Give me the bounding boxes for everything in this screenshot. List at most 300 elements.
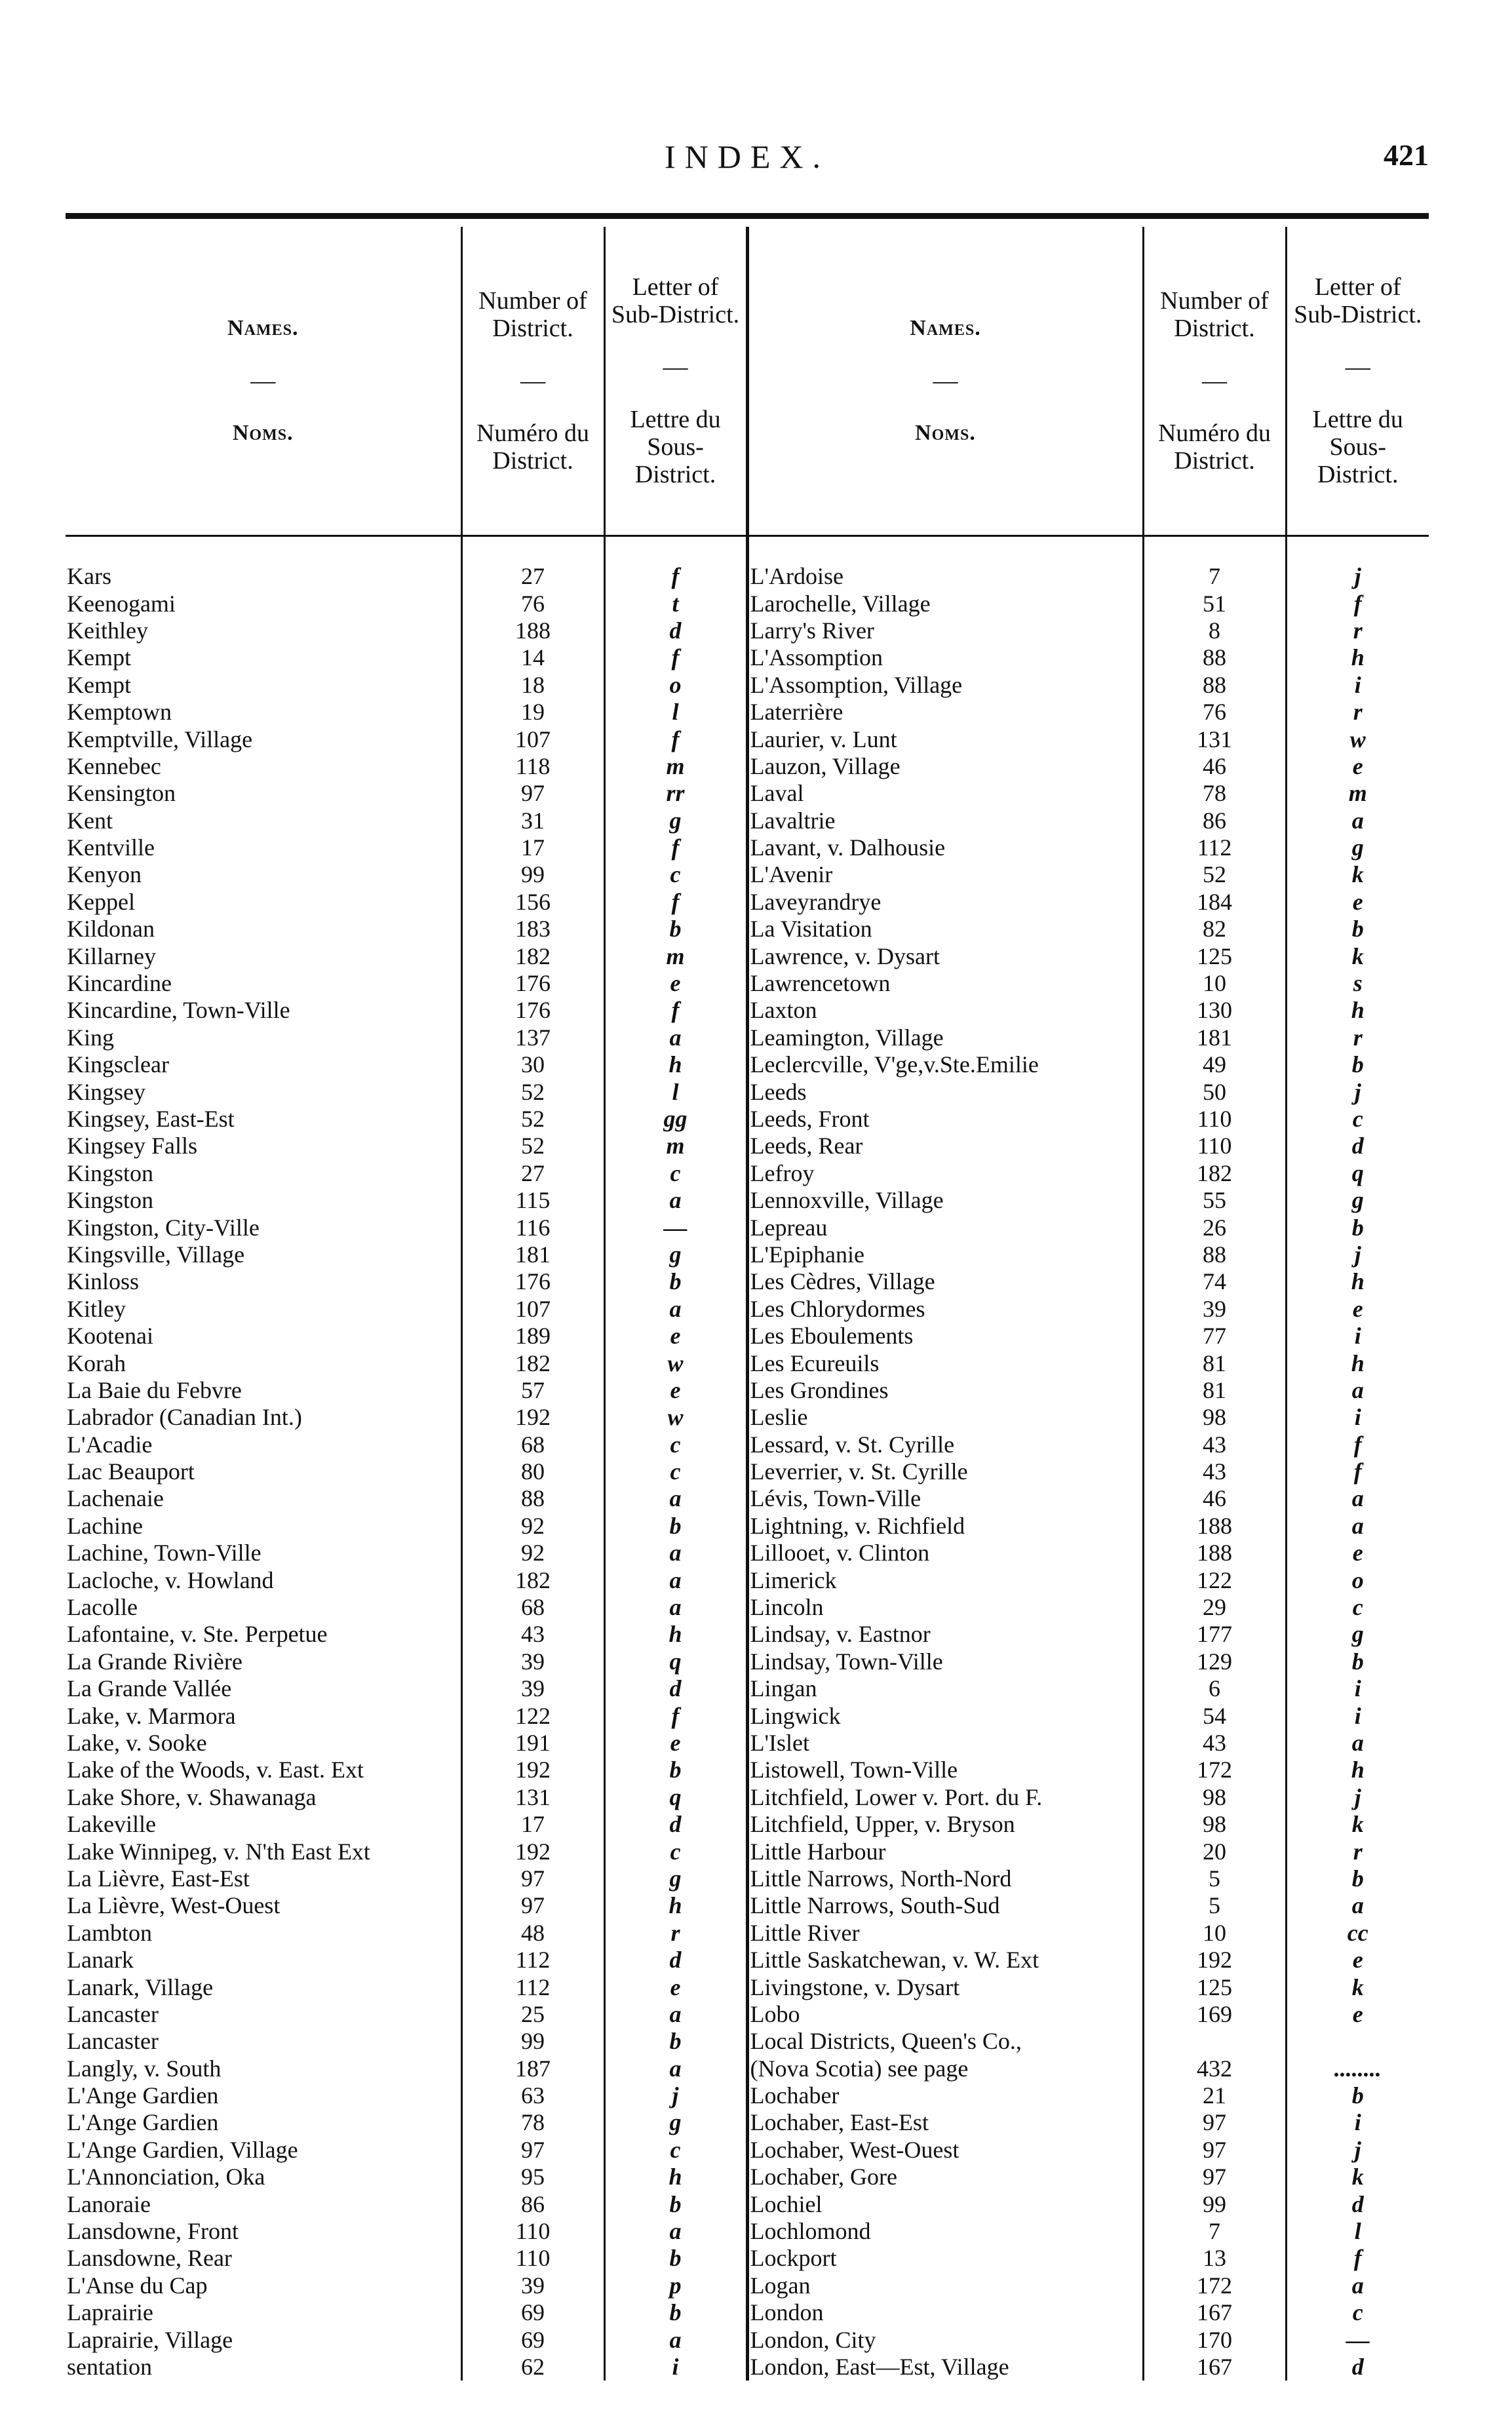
table-row bbox=[66, 2001, 1429, 2028]
district-number: 17 bbox=[461, 1811, 604, 1838]
table-row bbox=[66, 699, 1429, 726]
sub-district-letter: b bbox=[604, 2028, 747, 2055]
sub-district-letter: k bbox=[1351, 1974, 1364, 2000]
entry-name: Lansdowne, Rear bbox=[66, 2245, 461, 2272]
table-row bbox=[66, 1648, 1429, 1675]
entry-name: Leslie bbox=[747, 1404, 1143, 1431]
district-number: 62 bbox=[461, 2354, 604, 2381]
sub-district-letter: o bbox=[604, 672, 747, 699]
district-number: 189 bbox=[461, 1323, 604, 1350]
entry-name: Kootenai bbox=[66, 1323, 461, 1350]
district-number: 97 bbox=[461, 2137, 604, 2164]
district-number: 82 bbox=[1143, 916, 1286, 943]
sub-district-letter: i bbox=[1354, 671, 1361, 698]
letter-header-en: Letter of Sub-District. bbox=[1294, 273, 1422, 328]
sub-district-letter: f bbox=[604, 889, 747, 916]
running-head bbox=[66, 138, 1429, 184]
district-number: 187 bbox=[461, 2055, 604, 2082]
sub-district-letter: d bbox=[604, 617, 747, 644]
sub-district-letter: e bbox=[1352, 752, 1363, 779]
entry-name: Kennebec bbox=[66, 753, 461, 780]
district-number: 172 bbox=[1143, 1757, 1286, 1783]
sub-district-letter: j bbox=[1354, 2136, 1361, 2163]
sub-district-letter: f bbox=[604, 997, 747, 1024]
entry-name: Kingston bbox=[66, 1160, 461, 1187]
entry-name: Lefroy bbox=[747, 1160, 1143, 1187]
entry-name: L'Ange Gardien, Village bbox=[66, 2137, 461, 2164]
district-number: 69 bbox=[461, 2326, 604, 2353]
entry-name: London, East—Est, Village bbox=[747, 2354, 1143, 2381]
table-row bbox=[66, 943, 1429, 969]
district-number: 19 bbox=[461, 699, 604, 726]
table-row bbox=[66, 1594, 1429, 1621]
district-number: 176 bbox=[461, 1268, 604, 1295]
sub-district-letter: f bbox=[1353, 590, 1362, 617]
district-number: 6 bbox=[1143, 1675, 1286, 1702]
sub-district-letter: f bbox=[604, 563, 747, 590]
table-row bbox=[66, 1920, 1429, 1947]
entry-name: La Visitation bbox=[747, 916, 1143, 943]
sub-district-letter: b bbox=[604, 2245, 747, 2272]
header-dash: — bbox=[520, 367, 545, 395]
entry-name: Lake, v. Sooke bbox=[66, 1730, 461, 1757]
district-number: 49 bbox=[1143, 1051, 1286, 1078]
district-number: 97 bbox=[461, 780, 604, 807]
district-number: 99 bbox=[1143, 2190, 1286, 2217]
entry-name: Little River bbox=[747, 1920, 1143, 1947]
district-number: 432 bbox=[1143, 2055, 1286, 2082]
district-number: 78 bbox=[1143, 780, 1286, 807]
district-number: 5 bbox=[1143, 1865, 1286, 1892]
district-number: 125 bbox=[1143, 1974, 1286, 2000]
district-number: 188 bbox=[461, 617, 604, 644]
sub-district-letter: h bbox=[1351, 644, 1365, 671]
sub-district-letter: gg bbox=[604, 1106, 747, 1133]
table-row bbox=[66, 780, 1429, 807]
district-number: 182 bbox=[461, 1566, 604, 1593]
sub-district-letter: c bbox=[1352, 2299, 1363, 2326]
names-header-en: Names. bbox=[227, 316, 299, 340]
entry-name: Kingston, City-Ville bbox=[66, 1214, 461, 1241]
table-row bbox=[66, 1214, 1429, 1241]
table-row bbox=[66, 2164, 1429, 2190]
entry-name: Kensington bbox=[66, 780, 461, 807]
district-number: 76 bbox=[461, 590, 604, 617]
district-number: 129 bbox=[1143, 1648, 1286, 1675]
entry-name: Lake of the Woods, v. East. Ext bbox=[66, 1757, 461, 1783]
sub-district-letter: g bbox=[604, 1865, 747, 1892]
district-number: 52 bbox=[1143, 861, 1286, 888]
sub-district-letter: b bbox=[604, 1268, 747, 1295]
table-row bbox=[66, 807, 1429, 834]
sub-district-letter: a bbox=[1351, 1729, 1364, 1756]
table-row bbox=[66, 2326, 1429, 2353]
page-title: INDEX. bbox=[664, 138, 830, 175]
table-row bbox=[66, 753, 1429, 780]
table-row bbox=[66, 889, 1429, 916]
sub-district-letter: f bbox=[604, 726, 747, 752]
sub-district-letter: g bbox=[1351, 834, 1364, 861]
sub-district-letter: f bbox=[1353, 1431, 1362, 1458]
entry-name: Laveyrandrye bbox=[747, 889, 1143, 916]
entry-name: Lafontaine, v. Ste. Perpetue bbox=[66, 1621, 461, 1648]
entry-name: Lake Winnipeg, v. N'th East Ext bbox=[66, 1838, 461, 1865]
district-number: 92 bbox=[461, 1540, 604, 1566]
entry-name: Lindsay, v. Eastnor bbox=[747, 1621, 1143, 1648]
sub-district-letter: i bbox=[1354, 1404, 1361, 1431]
entry-name: Lingan bbox=[747, 1675, 1143, 1702]
sub-district-letter: c bbox=[604, 1458, 747, 1485]
entry-name: Kent bbox=[66, 807, 461, 834]
sub-district-letter: w bbox=[604, 1350, 747, 1376]
index-body bbox=[66, 536, 1429, 2381]
sub-district-letter: b bbox=[604, 2299, 747, 2326]
sub-district-letter: k bbox=[1351, 1811, 1364, 1838]
district-number: 29 bbox=[1143, 1594, 1286, 1621]
district-number: 8 bbox=[1143, 617, 1286, 644]
sub-district-letter: f bbox=[604, 1702, 747, 1729]
entry-name: Kildonan bbox=[66, 916, 461, 943]
number-column-header bbox=[1143, 227, 1286, 536]
letter-header-fr: Lettre du Sous-District. bbox=[1312, 406, 1403, 488]
district-number: 192 bbox=[461, 1757, 604, 1783]
entry-name: Les Ecureuils bbox=[747, 1350, 1143, 1376]
sub-district-letter: g bbox=[604, 807, 747, 834]
sub-district-letter: l bbox=[1354, 2218, 1361, 2245]
entry-name: La Grande Rivière bbox=[66, 1648, 461, 1675]
entry-name: Lochaber, Gore bbox=[747, 2164, 1143, 2190]
district-number: 39 bbox=[461, 1648, 604, 1675]
district-number: 122 bbox=[1143, 1566, 1286, 1593]
sub-district-letter: a bbox=[1351, 2272, 1364, 2299]
table-row bbox=[66, 1865, 1429, 1892]
sub-district-letter: g bbox=[1351, 1621, 1364, 1648]
district-number: 86 bbox=[1143, 807, 1286, 834]
table-row bbox=[66, 2028, 1429, 2055]
sub-district-letter: q bbox=[1351, 1159, 1364, 1186]
district-number: 13 bbox=[1143, 2245, 1286, 2272]
table-row bbox=[66, 1757, 1429, 1783]
district-number: 10 bbox=[1143, 970, 1286, 997]
number-header-fr: Numéro du District. bbox=[476, 419, 590, 475]
district-number: 192 bbox=[1143, 1947, 1286, 1974]
district-number: 112 bbox=[1143, 834, 1286, 861]
district-number: 122 bbox=[461, 1702, 604, 1729]
header-dash: — bbox=[1202, 367, 1227, 395]
header-dash: — bbox=[250, 367, 276, 395]
sub-district-letter: a bbox=[1351, 1892, 1364, 1919]
district-number: 99 bbox=[461, 2028, 604, 2055]
entry-name: Lansdowne, Front bbox=[66, 2218, 461, 2245]
sub-district-letter: a bbox=[604, 2218, 747, 2245]
sub-district-letter: j bbox=[1354, 1783, 1361, 1810]
district-number: 39 bbox=[1143, 1296, 1286, 1323]
district-number: 81 bbox=[1143, 1350, 1286, 1376]
district-number: 46 bbox=[1143, 1485, 1286, 1512]
entry-name: Little Harbour bbox=[747, 1838, 1143, 1865]
entry-name: Kincardine, Town-Ville bbox=[66, 997, 461, 1024]
entry-name: Livingstone, v. Dysart bbox=[747, 1974, 1143, 2000]
district-number: 80 bbox=[461, 1458, 604, 1485]
district-number: 177 bbox=[1143, 1621, 1286, 1648]
entry-name: Kingston bbox=[66, 1187, 461, 1214]
entry-name: Leeds, Rear bbox=[747, 1133, 1143, 1159]
sub-district-letter: j bbox=[1354, 1241, 1361, 1268]
district-number: 110 bbox=[461, 2218, 604, 2245]
entry-name: L'Acadie bbox=[66, 1431, 461, 1458]
sub-district-letter: h bbox=[1351, 997, 1365, 1024]
sub-district-letter: b bbox=[1351, 2082, 1364, 2109]
district-number: 46 bbox=[1143, 753, 1286, 780]
letter-header-fr: Lettre du Sous-District. bbox=[630, 406, 721, 488]
entry-name: Listowell, Town-Ville bbox=[747, 1757, 1143, 1783]
table-row bbox=[66, 1404, 1429, 1431]
district-number: 130 bbox=[1143, 997, 1286, 1024]
sub-district-letter: t bbox=[604, 590, 747, 617]
entry-name: Laxton bbox=[747, 997, 1143, 1024]
district-number: 5 bbox=[1143, 1892, 1286, 1919]
entry-name: Lac Beauport bbox=[66, 1458, 461, 1485]
sub-district-letter: m bbox=[604, 1133, 747, 1159]
sub-district-letter: f bbox=[604, 834, 747, 861]
sub-district-letter: cc bbox=[1347, 1919, 1368, 1946]
table-row bbox=[66, 644, 1429, 671]
sub-district-letter: l bbox=[604, 699, 747, 726]
district-number: 99 bbox=[461, 861, 604, 888]
table-row bbox=[66, 861, 1429, 888]
sub-district-letter: e bbox=[1352, 2000, 1363, 2027]
entry-name: Laval bbox=[747, 780, 1143, 807]
sub-district-letter: a bbox=[604, 1566, 747, 1593]
district-number: 78 bbox=[461, 2109, 604, 2136]
district-number: 98 bbox=[1143, 1784, 1286, 1811]
district-number: 107 bbox=[461, 726, 604, 752]
sub-district-letter: l bbox=[604, 1078, 747, 1105]
table-row bbox=[66, 1702, 1429, 1729]
district-number: 88 bbox=[461, 1485, 604, 1512]
table-row bbox=[66, 2354, 1429, 2381]
sub-district-letter: b bbox=[1351, 1865, 1364, 1892]
entry-name: Kinloss bbox=[66, 1268, 461, 1295]
entry-name: Lachine, Town-Ville bbox=[66, 1540, 461, 1566]
district-number: 131 bbox=[461, 1784, 604, 1811]
sub-district-letter: e bbox=[1352, 1540, 1363, 1566]
entry-name: Lavant, v. Dalhousie bbox=[747, 834, 1143, 861]
sub-district-letter: b bbox=[604, 1757, 747, 1783]
district-number: 76 bbox=[1143, 699, 1286, 726]
table-row bbox=[66, 2082, 1429, 2109]
table-row bbox=[66, 1675, 1429, 1702]
entry-name: Kitley bbox=[66, 1296, 461, 1323]
district-number: 110 bbox=[461, 2245, 604, 2272]
table-row bbox=[66, 1187, 1429, 1214]
entry-name: Laurier, v. Lunt bbox=[747, 726, 1143, 752]
letter-column-header bbox=[604, 227, 747, 536]
district-number: 131 bbox=[1143, 726, 1286, 752]
district-number: 25 bbox=[461, 2001, 604, 2028]
table-row bbox=[66, 1784, 1429, 1811]
district-number: 181 bbox=[461, 1241, 604, 1268]
entry-name: Labrador (Canadian Int.) bbox=[66, 1404, 461, 1431]
entry-name: Lochaber bbox=[747, 2082, 1143, 2109]
sub-district-letter bbox=[1286, 2028, 1429, 2055]
table-row bbox=[66, 1377, 1429, 1404]
sub-district-letter: — bbox=[1346, 2326, 1370, 2353]
page-number: 421 bbox=[1384, 138, 1429, 172]
sub-district-letter: i bbox=[1354, 1702, 1361, 1729]
district-number: 112 bbox=[461, 1974, 604, 2000]
district-number: 69 bbox=[461, 2299, 604, 2326]
entry-name: Kingsville, Village bbox=[66, 1241, 461, 1268]
entry-name: London bbox=[747, 2299, 1143, 2326]
sub-district-letter: h bbox=[1351, 1268, 1365, 1295]
district-number: 57 bbox=[461, 1377, 604, 1404]
table-row bbox=[66, 1485, 1429, 1512]
entry-name: Lakeville bbox=[66, 1811, 461, 1838]
sub-district-letter: c bbox=[604, 2137, 747, 2164]
table-row bbox=[66, 1350, 1429, 1376]
sub-district-letter: a bbox=[604, 2326, 747, 2353]
names-header-fr: Noms. bbox=[232, 421, 294, 445]
district-number: 10 bbox=[1143, 1920, 1286, 1947]
district-number: 156 bbox=[461, 889, 604, 916]
table-row bbox=[66, 2137, 1429, 2164]
sub-district-letter: r bbox=[1353, 699, 1363, 726]
table-row bbox=[66, 1947, 1429, 1974]
index-table bbox=[66, 213, 1429, 2381]
sub-district-letter: m bbox=[1348, 780, 1367, 807]
sub-district-letter: i bbox=[604, 2354, 747, 2381]
sub-district-letter: a bbox=[1351, 807, 1364, 834]
table-row bbox=[66, 2245, 1429, 2272]
sub-district-letter: e bbox=[604, 1377, 747, 1404]
entry-name: Keithley bbox=[66, 617, 461, 644]
sub-district-letter: h bbox=[1351, 1350, 1365, 1376]
entry-name: Lawrencetown bbox=[747, 970, 1143, 997]
entry-name: London, City bbox=[747, 2326, 1143, 2353]
table-row bbox=[66, 2109, 1429, 2136]
district-number: 88 bbox=[1143, 1241, 1286, 1268]
entry-name: Litchfield, Lower v. Port. du F. bbox=[747, 1784, 1143, 1811]
table-row bbox=[66, 916, 1429, 943]
district-number: 183 bbox=[461, 916, 604, 943]
district-number: 118 bbox=[461, 753, 604, 780]
district-number: 26 bbox=[1143, 1214, 1286, 1241]
sub-district-letter: p bbox=[604, 2272, 747, 2299]
table-row bbox=[66, 1621, 1429, 1648]
entry-name: Laprairie, Village bbox=[66, 2326, 461, 2353]
sub-district-letter: w bbox=[1349, 726, 1366, 752]
sub-district-letter: — bbox=[604, 1214, 747, 1241]
entry-name: Lachenaie bbox=[66, 1485, 461, 1512]
entry-name: Keppel bbox=[66, 889, 461, 916]
number-header-en: Number of District. bbox=[478, 287, 587, 342]
table-row bbox=[66, 2055, 1429, 2082]
district-number: 97 bbox=[1143, 2109, 1286, 2136]
table-row bbox=[66, 617, 1429, 644]
number-column-header bbox=[461, 227, 604, 536]
sub-district-letter: o bbox=[1351, 1566, 1364, 1593]
sub-district-letter: b bbox=[1351, 1648, 1364, 1675]
sub-district-letter: ........ bbox=[1334, 2055, 1382, 2082]
district-number bbox=[1143, 2028, 1286, 2055]
sub-district-letter: a bbox=[604, 1540, 747, 1566]
entry-name: Lauzon, Village bbox=[747, 753, 1143, 780]
entry-name: Local Districts, Queen's Co., bbox=[747, 2028, 1143, 2055]
entry-name: Kingsey bbox=[66, 1078, 461, 1105]
table-row bbox=[66, 1133, 1429, 1159]
sub-district-letter: i bbox=[1354, 1675, 1361, 1702]
sub-district-letter: e bbox=[1352, 1947, 1363, 1974]
sub-district-letter: m bbox=[604, 753, 747, 780]
table-row bbox=[66, 1106, 1429, 1133]
district-number: 188 bbox=[1143, 1540, 1286, 1566]
district-number: 95 bbox=[461, 2164, 604, 2190]
sub-district-letter: h bbox=[604, 1621, 747, 1648]
sub-district-letter: b bbox=[1351, 1214, 1364, 1241]
district-number: 172 bbox=[1143, 2272, 1286, 2299]
entry-name: Lake, v. Marmora bbox=[66, 1702, 461, 1729]
sub-district-letter: a bbox=[604, 1594, 747, 1621]
district-number: 74 bbox=[1143, 1268, 1286, 1295]
table-row bbox=[66, 834, 1429, 861]
table-row bbox=[66, 1051, 1429, 1078]
sub-district-letter: a bbox=[604, 1485, 747, 1512]
sub-district-letter: a bbox=[1351, 1512, 1364, 1539]
entry-name: Kentville bbox=[66, 834, 461, 861]
district-number: 116 bbox=[461, 1214, 604, 1241]
entry-name: Les Chlorydormes bbox=[747, 1296, 1143, 1323]
district-number: 68 bbox=[461, 1594, 604, 1621]
entry-name: Lake Shore, v. Shawanaga bbox=[66, 1784, 461, 1811]
sub-district-letter: g bbox=[604, 2109, 747, 2136]
district-number: 86 bbox=[461, 2190, 604, 2217]
district-number: 112 bbox=[461, 1947, 604, 1974]
entry-name: Larry's River bbox=[747, 617, 1143, 644]
sub-district-letter: h bbox=[604, 1051, 747, 1078]
entry-name: Lockport bbox=[747, 2245, 1143, 2272]
district-number: 192 bbox=[461, 1838, 604, 1865]
table-row bbox=[66, 2299, 1429, 2326]
sub-district-letter: s bbox=[1353, 970, 1363, 997]
entry-name: Keenogami bbox=[66, 590, 461, 617]
entry-name: Litchfield, Upper, v. Bryson bbox=[747, 1811, 1143, 1838]
entry-name: Laterrière bbox=[747, 699, 1143, 726]
table-row bbox=[66, 1431, 1429, 1458]
entry-name: La Baie du Febvre bbox=[66, 1377, 461, 1404]
entry-name: Logan bbox=[747, 2272, 1143, 2299]
district-number: 27 bbox=[461, 1160, 604, 1187]
table-row bbox=[66, 1268, 1429, 1295]
sub-district-letter: a bbox=[604, 2055, 747, 2082]
sub-district-letter: e bbox=[604, 970, 747, 997]
entry-name: Lindsay, Town-Ville bbox=[747, 1648, 1143, 1675]
district-number: 182 bbox=[1143, 1160, 1286, 1187]
entry-name: Lincoln bbox=[747, 1594, 1143, 1621]
district-number: 77 bbox=[1143, 1323, 1286, 1350]
number-header-fr: Numéro du District. bbox=[1157, 419, 1271, 475]
district-number: 97 bbox=[461, 1865, 604, 1892]
district-number: 81 bbox=[1143, 1377, 1286, 1404]
entry-name: La Lièvre, East-Est bbox=[66, 1865, 461, 1892]
sub-district-letter: d bbox=[604, 1811, 747, 1838]
sub-district-letter: a bbox=[604, 1024, 747, 1051]
entry-name: Lepreau bbox=[747, 1214, 1143, 1241]
district-number: 31 bbox=[461, 807, 604, 834]
entry-name: L'Annonciation, Oka bbox=[66, 2164, 461, 2190]
sub-district-letter: w bbox=[604, 1404, 747, 1431]
sub-district-letter: d bbox=[1351, 2190, 1364, 2217]
